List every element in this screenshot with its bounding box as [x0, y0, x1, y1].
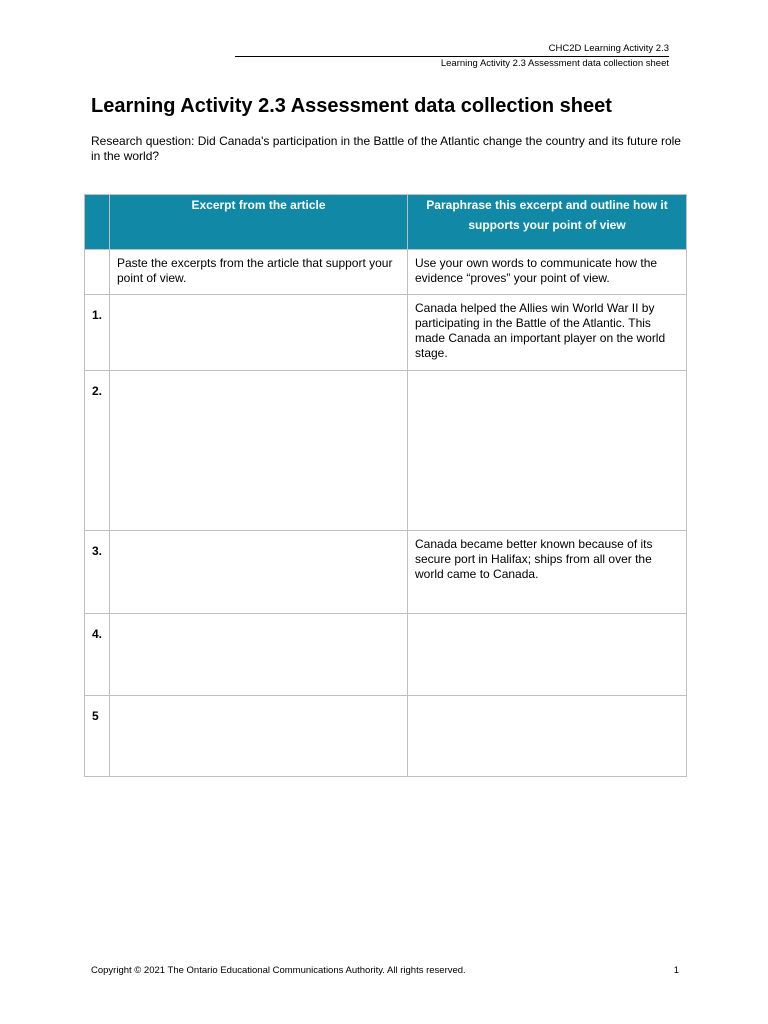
row-number-cell — [85, 295, 110, 371]
table-row — [85, 696, 687, 777]
excerpt-cell[interactable] — [110, 531, 408, 614]
table-row — [85, 371, 687, 531]
excerpt-cell[interactable] — [110, 614, 408, 696]
guidance-paraphrase-cell — [408, 250, 687, 295]
page-number: 1 — [673, 965, 679, 976]
row-number: 5 — [92, 709, 99, 723]
table-row — [85, 531, 687, 614]
row-number-cell — [85, 371, 110, 531]
page-title: Learning Activity 2.3 Assessment data collection sheet — [91, 95, 612, 117]
paraphrase-cell[interactable] — [408, 696, 687, 777]
paraphrase-text — [408, 371, 686, 377]
guidance-excerpt-text: Paste the excerpts from the article that support your point of view. — [117, 256, 393, 285]
guidance-number-cell — [85, 250, 110, 295]
paraphrase-cell[interactable] — [408, 531, 687, 614]
header-excerpt-cell — [110, 195, 408, 250]
paraphrase-text: Canada became better known because of its secure port in Halifax; ships from all over the world came to Canada. — [415, 537, 653, 581]
paraphrase-cell[interactable] — [408, 614, 687, 696]
header-excerpt-label: Excerpt from the article — [191, 198, 326, 212]
data-collection-table — [84, 194, 687, 777]
header-divider — [235, 56, 669, 57]
guidance-excerpt-cell — [110, 250, 408, 295]
table-header-row — [85, 195, 687, 250]
paraphrase-cell[interactable] — [408, 371, 687, 531]
row-number: 1. — [92, 308, 103, 322]
row-number: 2. — [92, 384, 103, 398]
excerpt-cell[interactable] — [110, 295, 408, 371]
excerpt-text — [110, 531, 407, 537]
excerpt-text — [110, 614, 407, 620]
header-paraphrase-label: Paraphrase this excerpt and outline how it supports your point of view — [426, 198, 668, 232]
row-number-cell — [85, 614, 110, 696]
excerpt-cell[interactable] — [110, 371, 408, 531]
paraphrase-cell[interactable] — [408, 295, 687, 371]
excerpt-text — [110, 295, 407, 301]
guidance-row — [85, 250, 687, 295]
excerpt-text — [110, 371, 407, 377]
row-number: 4. — [92, 627, 103, 641]
paraphrase-text: Canada helped the Allies win World War II by participating in the Battle of the Atlantic. This made Canada an important player on the world stage. — [415, 301, 666, 360]
guidance-paraphrase-text: Use your own words to communicate how the evidence “proves” your point of view. — [415, 256, 658, 285]
header-paraphrase-cell — [408, 195, 687, 250]
header-course-activity: CHC2D Learning Activity 2.3 — [548, 43, 669, 54]
header-sheet-name: Learning Activity 2.3 Assessment data collection sheet — [440, 58, 669, 69]
table-row — [85, 295, 687, 371]
copyright-notice: Copyright © 2021 The Ontario Educational Communications Authority. All rights reserved. — [91, 965, 466, 976]
excerpt-text — [110, 696, 407, 702]
row-number: 3. — [92, 544, 103, 558]
paraphrase-text — [408, 614, 686, 620]
row-number-cell — [85, 696, 110, 777]
excerpt-cell[interactable] — [110, 696, 408, 777]
header-number-cell — [85, 195, 110, 250]
row-number-cell — [85, 531, 110, 614]
paraphrase-text — [408, 696, 686, 702]
table-row — [85, 614, 687, 696]
research-question: Research question: Did Canada's participation in the Battle of the Atlantic change the country and its future role in the world? — [91, 134, 681, 163]
